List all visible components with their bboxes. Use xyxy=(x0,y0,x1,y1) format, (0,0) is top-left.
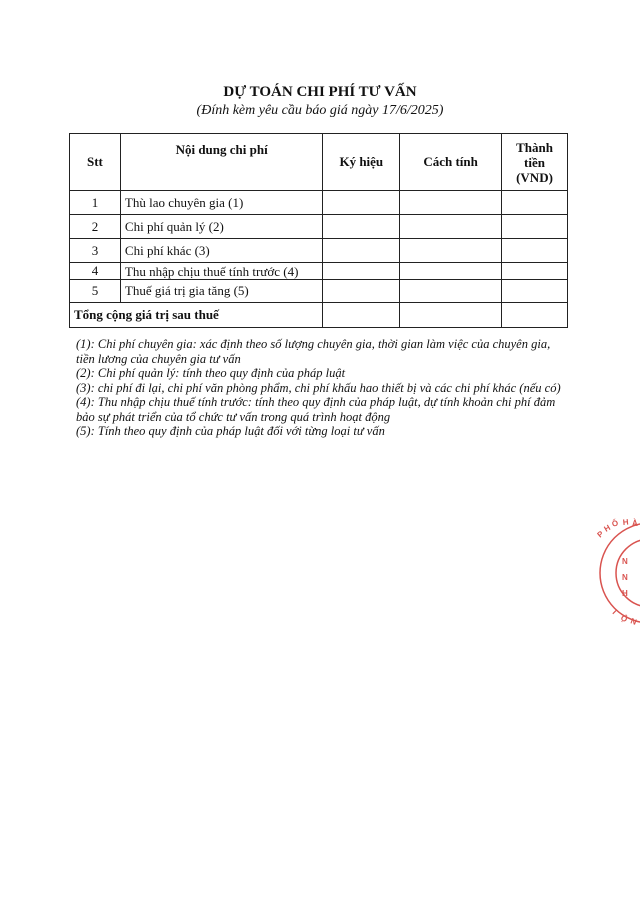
footnote-line: (4): Thu nhập chịu thuế tính trước: tính theo quy định của pháp luật, dự tính khoản chi phí đảm xyxy=(76,395,556,409)
table-row xyxy=(70,191,568,215)
header-content: Nội dung chi phí xyxy=(120,134,322,191)
row-symbol xyxy=(323,215,400,239)
red-seal-stamp xyxy=(592,518,640,628)
row-name: Chi phí quản lý (2) xyxy=(120,215,322,239)
row-stt: 2 xyxy=(70,215,121,239)
svg-text:Ố: Ố xyxy=(610,518,620,529)
footnote-line: (1): Chi phí chuyên gia: xác định theo số lượng chuyên gia, thời gian làm việc của chuyên gia, xyxy=(76,337,551,351)
svg-text:À: À xyxy=(632,519,638,528)
footnote-line: bảo sự phát triển của tổ chức tư vấn trong quá trình hoạt động xyxy=(76,409,391,424)
row-amount xyxy=(502,191,568,215)
row-amount xyxy=(502,215,568,239)
svg-text:N: N xyxy=(629,616,638,627)
row-method xyxy=(400,263,502,280)
svg-text:H: H xyxy=(622,589,628,598)
header-amount xyxy=(502,134,568,191)
table-row xyxy=(70,263,568,280)
row-name: Thu nhập chịu thuế tính trước (4) xyxy=(120,263,322,280)
header-amount-line2: tiền xyxy=(524,154,545,170)
svg-text:Ộ: Ộ xyxy=(618,613,630,625)
total-label: Tổng cộng giá trị sau thuế xyxy=(70,303,323,328)
row-method xyxy=(400,280,502,303)
row-symbol xyxy=(323,191,400,215)
header-symbol: Ký hiệu xyxy=(323,134,400,191)
document-title: DỰ TOÁN CHI PHÍ TƯ VẤN xyxy=(223,84,417,100)
table-row xyxy=(70,239,568,263)
table-row xyxy=(70,215,568,239)
cost-estimate-table xyxy=(69,133,568,328)
document-subtitle: (Đính kèm yêu cầu báo giá ngày 17/6/2025) xyxy=(196,103,444,118)
svg-text:N: N xyxy=(622,573,628,582)
svg-text:N: N xyxy=(622,557,628,566)
total-symbol xyxy=(323,303,400,328)
total-amount xyxy=(502,303,568,328)
row-amount xyxy=(502,263,568,280)
svg-text:H: H xyxy=(622,518,629,527)
header-method: Cách tính xyxy=(400,134,502,191)
row-symbol xyxy=(323,239,400,263)
row-amount xyxy=(502,239,568,263)
table-row xyxy=(70,280,568,303)
header-amount-line1: Thành xyxy=(516,139,553,155)
row-stt: 3 xyxy=(70,239,121,263)
footnote-line: (2): Chi phí quản lý: tính theo quy định của pháp luật xyxy=(76,366,346,380)
row-name: Thù lao chuyên gia (1) xyxy=(120,191,322,215)
row-stt: 4 xyxy=(70,263,121,280)
row-method xyxy=(400,239,502,263)
table-header-row xyxy=(70,134,568,191)
row-stt: 1 xyxy=(70,191,121,215)
svg-text:I: I xyxy=(610,608,619,616)
svg-text:P: P xyxy=(595,529,606,540)
row-symbol xyxy=(323,263,400,280)
footnote-line: (5): Tính theo quy định của pháp luật đối với từng loại tư vấn xyxy=(76,424,385,438)
row-name: Thuế giá trị gia tăng (5) xyxy=(120,280,322,303)
row-amount xyxy=(502,280,568,303)
footnote-line: (3): chi phí đi lại, chi phí văn phòng phẩm, chi phí khấu hao thiết bị và các chi phí khác (nếu có) xyxy=(76,380,561,395)
total-row xyxy=(70,303,568,328)
row-name: Chi phí khác (3) xyxy=(120,239,322,263)
row-symbol xyxy=(323,280,400,303)
row-method xyxy=(400,215,502,239)
header-stt: Stt xyxy=(70,134,121,191)
row-stt: 5 xyxy=(70,280,121,303)
footnote-line: tiền lương của chuyên gia tư vấn xyxy=(76,351,241,366)
footnotes xyxy=(76,337,596,439)
total-method xyxy=(400,303,502,328)
header-amount-line3: (VND) xyxy=(516,169,553,185)
svg-text:H: H xyxy=(602,523,613,534)
row-method xyxy=(400,191,502,215)
